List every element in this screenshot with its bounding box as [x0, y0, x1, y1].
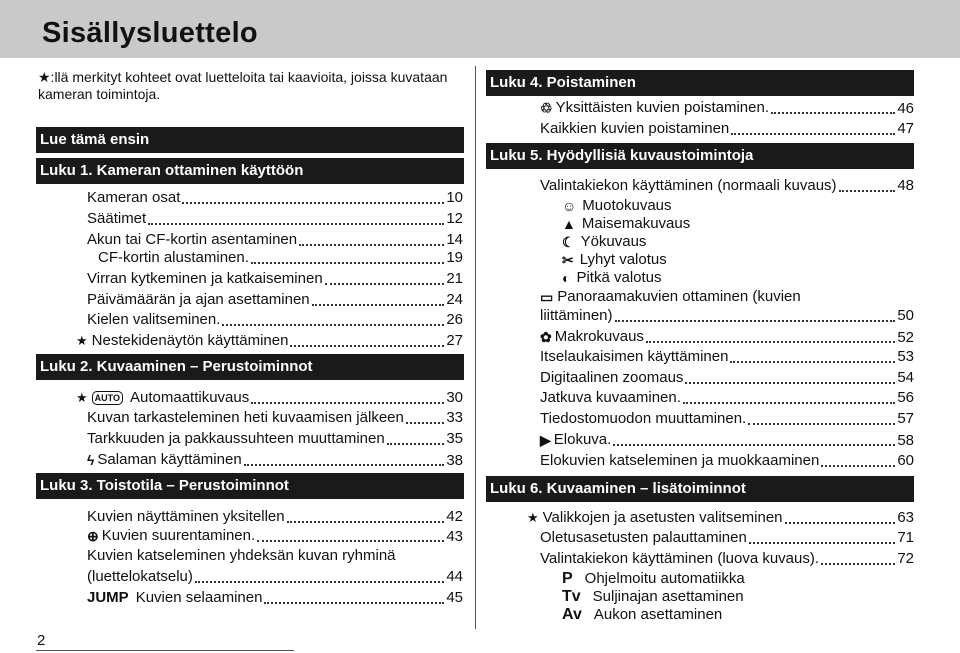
- toc-entry[interactable]: [540, 452, 914, 470]
- toc-entry-label: Nestekidenäytön käyttäminen: [91, 332, 289, 349]
- toc-entry-label-group: [527, 509, 783, 527]
- toc-entry-label-group: [540, 431, 611, 449]
- dot-leader: [251, 262, 444, 264]
- toc-entry[interactable]: [87, 210, 463, 228]
- toc-entry-page: 45: [446, 589, 463, 606]
- chapter-2-header[interactable]: Luku 2. Kuvaaminen – Perustoiminnot: [36, 354, 464, 380]
- toc-entry-page: 71: [897, 529, 914, 546]
- star-icon: ★: [527, 510, 539, 525]
- toc-entry-page: 21: [446, 270, 463, 287]
- dot-leader: [821, 465, 895, 467]
- sub-item-portrait[interactable]: [562, 197, 672, 215]
- toc-entry-label: Valikkojen ja asetusten valitseminen: [542, 509, 783, 526]
- toc-entry-page: 57: [897, 410, 914, 427]
- star-icon: ★: [76, 333, 88, 348]
- sub-item-program[interactable]: [562, 570, 745, 588]
- toc-entry[interactable]: [540, 389, 914, 407]
- sub-item-landscape[interactable]: [562, 215, 690, 233]
- sub-item-label: Pitkä valotus: [576, 269, 662, 286]
- toc-entry-label: Kielen valitseminen.: [87, 311, 221, 328]
- toc-entry-label-group: [87, 451, 242, 469]
- av-mode-icon: Av: [562, 606, 582, 623]
- dot-leader: [312, 304, 445, 306]
- chapter-5-header[interactable]: Luku 5. Hyödyllisiä kuvaustoimintoja: [486, 143, 914, 169]
- page-number: 2: [37, 632, 46, 649]
- sub-item-shutter-priority[interactable]: [562, 588, 744, 606]
- toc-entry-page: 48: [897, 177, 914, 194]
- movie-icon: ▶: [540, 432, 551, 448]
- toc-entry[interactable]: [87, 430, 463, 448]
- toc-entry-page: 35: [446, 430, 463, 447]
- sub-item-night[interactable]: [562, 233, 646, 251]
- dot-leader: [148, 223, 444, 225]
- jump-icon: JUMP: [87, 589, 129, 606]
- dot-leader: [683, 402, 895, 404]
- toc-entry-label: Panoraamakuvien ottaminen (kuvien: [557, 288, 801, 305]
- toc-entry-page: 19: [446, 249, 463, 266]
- dot-leader: [299, 244, 444, 246]
- toc-entry-label: Kuvien selaaminen: [135, 589, 263, 606]
- toc-entry-label: Virran kytkeminen ja katkaiseminen: [87, 270, 323, 287]
- toc-entry[interactable]: [76, 389, 463, 407]
- auto-mode-icon: AUTO: [92, 391, 123, 405]
- sub-item-label: Ohjelmoitu automatiikka: [584, 570, 745, 587]
- macro-icon: ✿: [540, 329, 552, 345]
- sub-item-slow-shutter[interactable]: [562, 269, 662, 287]
- toc-entry-label: (luettelokatselu): [87, 568, 193, 585]
- toc-entry[interactable]: [527, 509, 914, 527]
- intro-note: ★:llä merkityt kohteet ovat luetteloita tai kaavioita, joissa kuvataan kameran toimintoja.: [38, 69, 448, 102]
- dot-leader: [821, 563, 895, 565]
- toc-entry-label: Jatkuva kuvaaminen.: [540, 389, 681, 406]
- toc-entry-label: liittäminen): [540, 307, 613, 324]
- toc-entry[interactable]: [540, 348, 914, 366]
- dot-leader: [646, 341, 895, 343]
- toc-entry[interactable]: [540, 99, 914, 117]
- program-mode-icon: P: [562, 570, 573, 587]
- toc-entry-label: Tiedostomuodon muuttaminen.: [540, 410, 747, 427]
- chapter-4-header[interactable]: Luku 4. Poistaminen: [486, 70, 914, 96]
- dot-leader: [387, 443, 445, 445]
- toc-entry[interactable]: [87, 189, 463, 207]
- page-title: Sisällysluettelo: [42, 17, 258, 49]
- toc-entry-label: Kuvan tarkasteleminen heti kuvaamisen jälkeen: [87, 409, 404, 426]
- toc-entry-label: Tarkkuuden ja pakkaussuhteen muuttaminen: [87, 430, 385, 447]
- panorama-icon: ▭: [540, 289, 554, 305]
- toc-entry-page: 50: [897, 307, 914, 324]
- toc-entry-label: CF-kortin alustaminen.: [98, 249, 249, 266]
- toc-entry-label-group: [87, 527, 255, 545]
- toc-entry-page: 46: [897, 100, 914, 117]
- chapter-6-header[interactable]: Luku 6. Kuvaaminen – lisätoiminnot: [486, 476, 914, 502]
- toc-entry-label: Valintakiekon käyttäminen (normaali kuvaus): [540, 177, 837, 194]
- toc-entry-label: Päivämäärän ja ajan asettaminen: [87, 291, 310, 308]
- toc-entry[interactable]: [87, 409, 463, 427]
- toc-entry-page: 60: [897, 452, 914, 469]
- toc-entry-label-group: [76, 389, 249, 407]
- dot-leader: [839, 190, 896, 192]
- sub-item-label: Muotokuvaus: [582, 197, 672, 214]
- toc-entry-label: Kaikkien kuvien poistaminen: [540, 120, 730, 137]
- toc-entry[interactable]: [540, 120, 914, 138]
- sub-item-label: Aukon asettaminen: [593, 606, 723, 623]
- chapter-3-header[interactable]: Luku 3. Toistotila – Perustoiminnot: [36, 473, 464, 499]
- toc-entry[interactable]: [87, 231, 463, 249]
- toc-entry[interactable]: [87, 508, 463, 526]
- toc-entry-label: Digitaalinen zoomaus: [540, 369, 684, 386]
- dot-leader: [785, 522, 896, 524]
- toc-entry-page: 43: [446, 528, 463, 545]
- toc-entry[interactable]: [540, 410, 914, 428]
- toc-entry-page: 47: [897, 120, 914, 137]
- toc-entry-page: 26: [446, 311, 463, 328]
- dot-leader: [251, 402, 444, 404]
- toc-entry[interactable]: [540, 177, 914, 195]
- toc-entry-page: 38: [446, 452, 463, 469]
- toc-entry-page: 63: [897, 509, 914, 526]
- toc-entry-page: 56: [897, 389, 914, 406]
- toc-entry-page: 44: [446, 568, 463, 585]
- night-icon: ☾: [562, 234, 575, 250]
- toc-entry-label-group: [540, 99, 769, 117]
- dot-leader: [731, 133, 895, 135]
- toc-entry-label-group: [540, 328, 644, 346]
- toc-entry-label: Elokuvien katseleminen ja muokkaaminen: [540, 452, 820, 469]
- toc-entry-label: Elokuva.: [553, 431, 612, 448]
- toc-entry-label: Itselaukaisimen käyttäminen: [540, 348, 729, 365]
- sub-item-label: Lyhyt valotus: [579, 251, 667, 268]
- toc-entry-line1[interactable]: [87, 547, 463, 565]
- toc-entry[interactable]: [540, 529, 914, 547]
- dot-leader: [406, 422, 444, 424]
- column-divider: [475, 66, 476, 629]
- toc-entry[interactable]: [87, 568, 463, 586]
- toc-entry[interactable]: [87, 451, 463, 469]
- tv-mode-icon: Tv: [562, 588, 581, 605]
- flash-icon: ϟ: [87, 452, 95, 468]
- toc-entry[interactable]: [540, 431, 914, 449]
- dot-leader: [613, 444, 895, 446]
- dot-leader: [287, 521, 445, 523]
- dot-leader: [182, 202, 444, 204]
- toc-entry-label-group: [87, 589, 262, 607]
- toc-entry-label: Kameran osat: [87, 189, 181, 206]
- dot-leader: [730, 361, 895, 363]
- toc-entry[interactable]: [87, 291, 463, 309]
- landscape-icon: ▲: [562, 216, 576, 232]
- toc-entry-label: Akun tai CF-kortin asentaminen: [87, 231, 298, 248]
- toc-entry[interactable]: [98, 249, 463, 267]
- footer-rule: [36, 650, 294, 651]
- toc-entry-page: 54: [897, 369, 914, 386]
- toc-entry-label: Kuvien suurentaminen.: [101, 527, 256, 544]
- toc-entry[interactable]: [87, 589, 463, 607]
- chapter-1-header[interactable]: Luku 1. Kameran ottaminen käyttöön: [36, 158, 464, 184]
- toc-entry[interactable]: [76, 332, 463, 350]
- dot-leader: [749, 542, 896, 544]
- sub-item-label: Suljinajan asettaminen: [592, 588, 744, 605]
- toc-entry-label: Kuvien katseleminen yhdeksän kuvan ryhminä: [87, 547, 396, 564]
- toc-entry-label: Salaman käyttäminen: [97, 451, 242, 468]
- sub-item-fast-shutter[interactable]: [562, 251, 667, 269]
- toc-entry-label-group: [76, 332, 288, 350]
- toc-entry-page: 42: [446, 508, 463, 525]
- dot-leader: [685, 382, 895, 384]
- toc-entry[interactable]: [540, 550, 914, 568]
- toc-entry-page: 24: [446, 291, 463, 308]
- dot-leader: [244, 464, 445, 466]
- toc-entry-page: 12: [446, 210, 463, 227]
- dot-leader: [264, 602, 444, 604]
- toc-entry-page: 53: [897, 348, 914, 365]
- toc-entry-label: Kuvien näyttäminen yksitellen: [87, 508, 285, 525]
- toc-entry-page: 10: [446, 189, 463, 206]
- dot-leader: [222, 324, 444, 326]
- toc-entry-label: Säätimet: [87, 210, 147, 227]
- title-bar: [0, 0, 960, 58]
- toc-entry[interactable]: [540, 369, 914, 387]
- read-first-header[interactable]: Lue tämä ensin: [36, 127, 464, 153]
- toc-entry-label: Valintakiekon käyttäminen (luova kuvaus).: [540, 550, 820, 567]
- star-icon: ★: [76, 390, 88, 405]
- dot-leader: [325, 283, 445, 285]
- toc-entry-page: 58: [897, 432, 914, 449]
- zoom-icon: ⊕: [87, 528, 99, 544]
- toc-entry[interactable]: [87, 311, 463, 329]
- sub-item-label: Maisemakuvaus: [581, 215, 691, 232]
- toc-entry-page: 72: [897, 550, 914, 567]
- dot-leader: [748, 423, 895, 425]
- dot-leader: [615, 320, 896, 322]
- toc-entry-label: Oletusasetusten palauttaminen: [540, 529, 747, 546]
- dot-leader: [195, 581, 444, 583]
- toc-entry[interactable]: [87, 270, 463, 288]
- toc-entry-label: Makrokuvaus: [554, 328, 644, 345]
- sub-item-aperture-priority[interactable]: [562, 606, 722, 624]
- toc-entry-page: 30: [446, 389, 463, 406]
- toc-entry-page: 52: [897, 329, 914, 346]
- portrait-icon: ☺: [562, 198, 577, 214]
- slow-shutter-icon: ◐: [562, 270, 571, 286]
- toc-entry[interactable]: [87, 527, 463, 545]
- toc-entry-page: 27: [446, 332, 463, 349]
- fast-shutter-icon: ✂: [562, 252, 574, 268]
- toc-entry-label: Yksittäisten kuvien poistaminen.: [555, 99, 770, 116]
- toc-entry-page: 14: [446, 231, 463, 248]
- sub-item-label: Yökuvaus: [580, 233, 647, 250]
- toc-entry-line1[interactable]: [540, 288, 801, 306]
- dot-leader: [257, 540, 444, 542]
- toc-entry-label: Automaattikuvaus: [130, 389, 250, 406]
- toc-entry[interactable]: [540, 307, 914, 325]
- trash-icon: ♲: [540, 100, 553, 116]
- dot-leader: [771, 112, 895, 114]
- dot-leader: [290, 345, 444, 347]
- toc-entry[interactable]: [540, 328, 914, 346]
- toc-entry-page: 33: [446, 409, 463, 426]
